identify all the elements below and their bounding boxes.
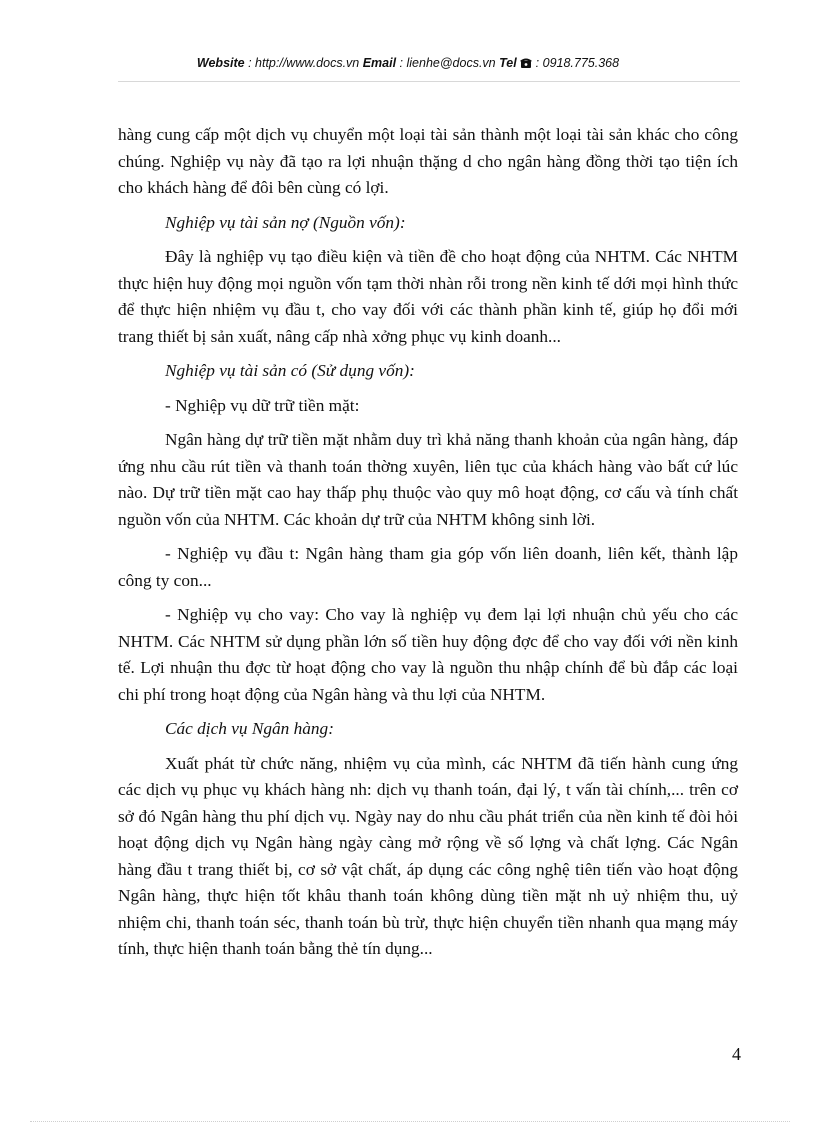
paragraph: hàng cung cấp một dịch vụ chuyển một loại tài sản thành một loại tài sản khác cho công chúng. Nghiệp vụ này đã tạo ra lợi nhuận thặng d cho ngân hàng đồng thời tạo tiện ích cho khách hàng để đôi bên cùng có lợi. [118, 125, 738, 197]
phone-icon [520, 57, 532, 71]
email-label: Email [362, 56, 397, 70]
website-value: : http://www.docs.vn [244, 56, 363, 70]
list-item: - Nghiệp vụ cho vay: Cho vay là nghiệp vụ đem lại lợi nhuận chủ yếu cho các NHTM. Các NHTM sử dụng phần lớn số tiền huy động đợc để cho vay đối với nền kinh tế. Lợi nhuận thu đợc từ hoạt động cho vay là nguồn thu nhập chính để bù đắp các loại chi phí trong hoạt động của Ngân hàng và thu lợi của NHTM. [118, 605, 738, 704]
section-heading: Nghiệp vụ tài sản nợ (Nguồn vốn): [165, 212, 406, 232]
list-item: - Nghiệp vụ đầu t: Ngân hàng tham gia góp vốn liên doanh, liên kết, thành lập công ty con... [118, 544, 738, 590]
header-divider [118, 81, 740, 82]
list-item: - Nghiệp vụ dữ trữ tiền mặt: [165, 395, 360, 415]
tel-label: Tel [499, 56, 517, 70]
email-value: : lienhe@docs.vn [396, 56, 500, 70]
paragraph: Ngân hàng dự trữ tiền mặt nhằm duy trì khả năng thanh khoản của ngân hàng, đáp ứng nhu cầu rút tiền và thanh toán thờng xuyên, liên tục của khách hàng vào bất cứ lúc nào. Dự trữ tiền mặt cao hay thấp phụ thuộc vào quy mô hoạt động, cơ cấu và tính chất nguồn vốn của NHTM. Các khoản dự trữ của NHTM không sinh lời. [118, 430, 738, 529]
section-heading: Nghiệp vụ tài sản có (Sử dụng vốn): [165, 361, 415, 380]
footer-divider [30, 1121, 790, 1122]
page-header [0, 56, 816, 71]
page-number: 4 [732, 1044, 741, 1064]
website-label: Website [196, 56, 245, 70]
document-body [118, 122, 738, 971]
paragraph: Xuất phát từ chức năng, nhiệm vụ của mình, các NHTM đã tiến hành cung ứng các dịch vụ phục vụ khách hàng nh: dịch vụ thanh toán, đại lý, t vấn tài chính,... trên cơ sở đó Ngân hàng thu phí dịch vụ. Ngày nay do nhu cầu phát triển của nền kinh tế đòi hỏi hoạt động dịch vụ Ngân hàng ngày càng mở rộng về số lợng và chất lợng. Các Ngân hàng đầu t trang thiết bị, cơ sở vật chất, áp dụng các công nghệ tiên tiến vào hoạt động Ngân hàng, thực hiện tốt khâu thanh toán không dùng tiền mặt nh uỷ nhiệm thu, uỷ nhiệm chi, thanh toán séc, thanh toán bù trừ, thực hiện chuyển tiền nhanh qua mạng máy tính, thực hiện thanh toán bằng thẻ tín dụng... [118, 753, 738, 958]
paragraph: Đây là nghiệp vụ tạo điều kiện và tiền đề cho hoạt động của NHTM. Các NHTM thực hiện huy động mọi nguồn vốn tạm thời nhàn rỗi trong nền kinh tế dới mọi hình thức để thực hiện nhiệm vụ đầu t, cho vay đối với các thành phần kinh tế, giúp họ đổi mới trang thiết bị sản xuất, nâng cấp nhà xởng phục vụ kinh doanh... [118, 247, 738, 346]
tel-value: : 0918.775.368 [532, 56, 620, 70]
section-heading: Các dịch vụ Ngân hàng: [165, 719, 334, 738]
